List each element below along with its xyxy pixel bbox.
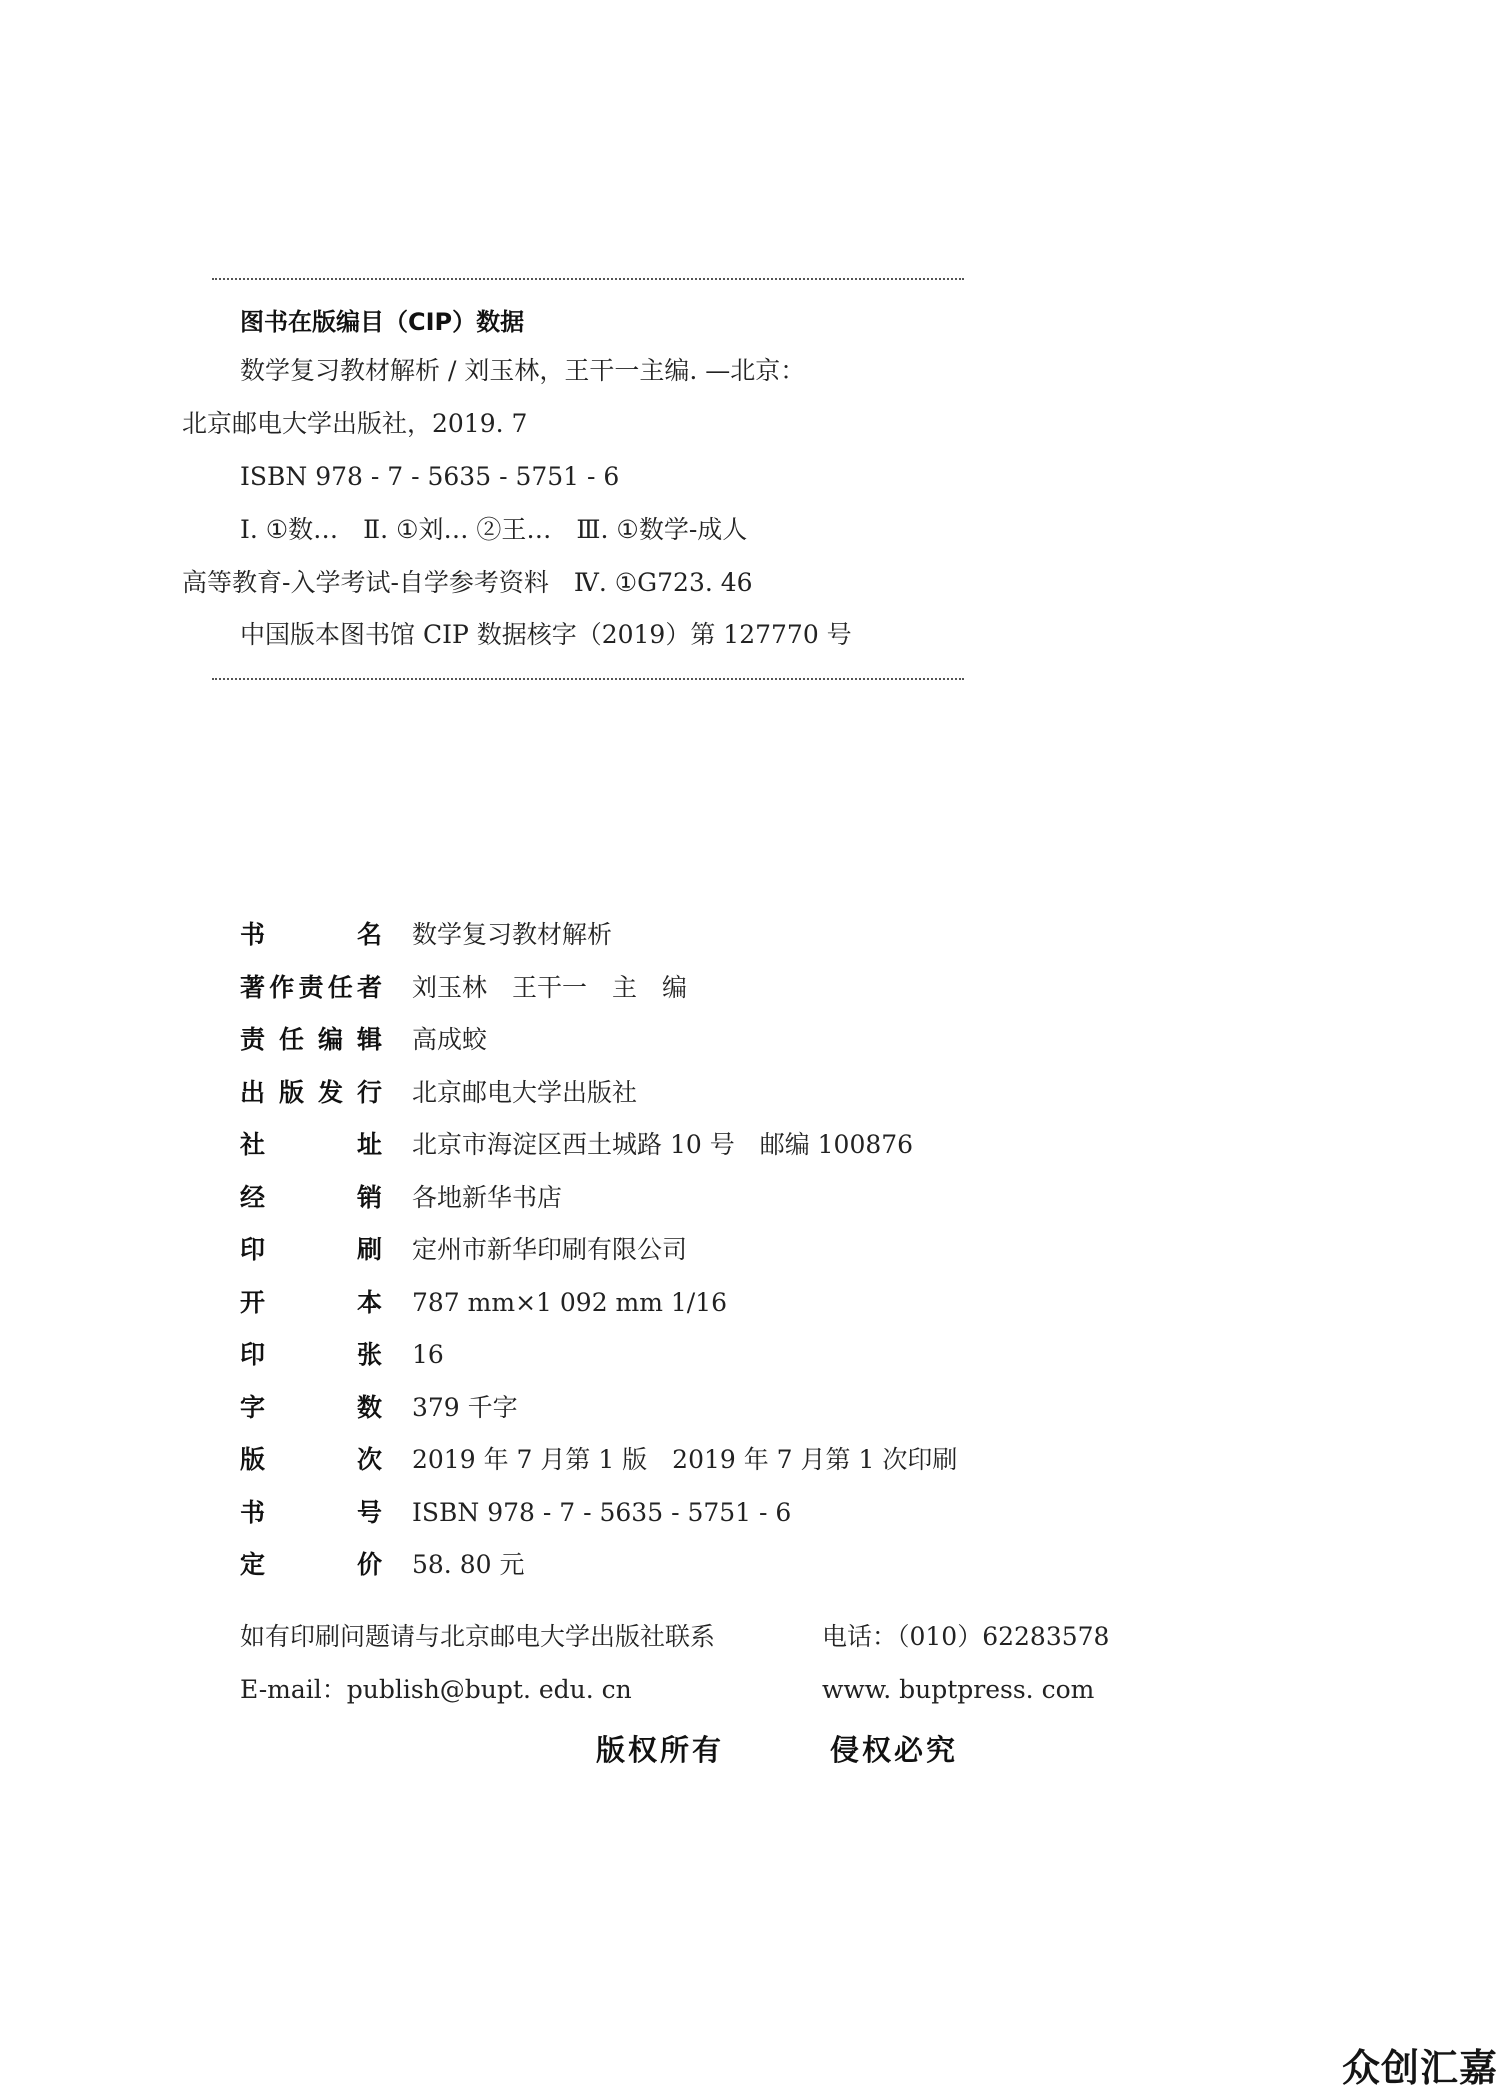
- info-row-printer: [240, 1233, 1140, 1286]
- info-label: 开本: [240, 1287, 382, 1317]
- info-row-editor: [240, 1023, 1140, 1076]
- info-value: 定州市新华印刷有限公司: [412, 1235, 688, 1264]
- publication-info-table: [240, 918, 1140, 1601]
- watermark-logo: 众创汇嘉: [1341, 2046, 1498, 2090]
- cip-isbn-line: ISBN 978 - 7 - 5635 - 5751 - 6: [240, 462, 620, 491]
- info-row-word-count: [240, 1391, 1140, 1444]
- cip-top-divider: [212, 278, 964, 280]
- cip-record-number: 中国版本图书馆 CIP 数据核字（2019）第 127770 号: [240, 620, 852, 649]
- piracy-warning: 侵权必究: [830, 1733, 959, 1767]
- cip-title-line: 数学复习教材解析 / 刘玉林，王干一主编. —北京：: [240, 356, 806, 385]
- info-value: 379 千字: [412, 1392, 518, 1422]
- info-value: 刘玉林 王干一 主 编: [412, 972, 688, 1002]
- info-row-format: [240, 1286, 1140, 1339]
- info-label: 书号: [240, 1497, 382, 1527]
- info-row-authors: [240, 971, 1140, 1024]
- info-value: 各地新华书店: [412, 1182, 563, 1212]
- info-value: 16: [412, 1340, 444, 1369]
- info-label: 版次: [240, 1445, 382, 1474]
- info-label: 定价: [240, 1550, 382, 1579]
- info-label: 经销: [240, 1182, 382, 1212]
- cip-heading: 图书在版编目（CIP）数据: [240, 308, 525, 336]
- info-label: 社址: [240, 1130, 382, 1159]
- info-value: 2019 年 7 月第 1 版 2019 年 7 月第 1 次印刷: [412, 1445, 958, 1474]
- info-value: 高成蛟: [412, 1025, 488, 1054]
- info-value: 787 mm×1 092 mm 1/16: [412, 1287, 728, 1317]
- info-row-address: [240, 1128, 1140, 1181]
- info-label: 著作责任者: [240, 972, 382, 1002]
- info-label: 责任编辑: [240, 1025, 382, 1054]
- info-value: 数学复习教材解析: [412, 920, 613, 949]
- info-row-title: [240, 918, 1140, 971]
- info-label: 印刷: [240, 1235, 382, 1264]
- info-label: 书名: [240, 920, 382, 949]
- info-row-price: [240, 1548, 1140, 1601]
- info-row-edition: [240, 1443, 1140, 1496]
- info-row-distributor: [240, 1181, 1140, 1234]
- cip-classification-continued: 高等教育-入学考试-自学参考资料 Ⅳ. ①G723. 46: [182, 568, 753, 597]
- info-row-isbn: [240, 1496, 1140, 1549]
- info-row-sheets: [240, 1338, 1140, 1391]
- info-value: 北京邮电大学出版社: [412, 1077, 638, 1107]
- info-value: 北京市海淀区西土城路 10 号 邮编 100876: [412, 1130, 914, 1159]
- cip-publisher-line: 北京邮电大学出版社，2019. 7: [182, 409, 528, 438]
- info-label: 印张: [240, 1340, 382, 1369]
- contact-phone: 电话：（010）62283578: [822, 1622, 1110, 1651]
- info-row-publisher: [240, 1076, 1140, 1129]
- info-value: ISBN 978 - 7 - 5635 - 5751 - 6: [412, 1497, 792, 1527]
- contact-website: www. buptpress. com: [822, 1675, 1095, 1704]
- info-label: 出版发行: [240, 1077, 382, 1107]
- rights-reserved: 版权所有: [596, 1733, 725, 1767]
- cip-classification-line: Ⅰ. ①数… Ⅱ. ①刘… ②王… Ⅲ. ①数学-成人: [240, 515, 748, 544]
- print-issue-notice: 如有印刷问题请与北京邮电大学出版社联系: [240, 1622, 716, 1651]
- info-value: 58. 80 元: [412, 1550, 525, 1579]
- contact-email: E-mail：publish@bupt. edu. cn: [240, 1675, 632, 1704]
- cip-bottom-divider: [212, 678, 964, 680]
- info-label: 字数: [240, 1392, 382, 1422]
